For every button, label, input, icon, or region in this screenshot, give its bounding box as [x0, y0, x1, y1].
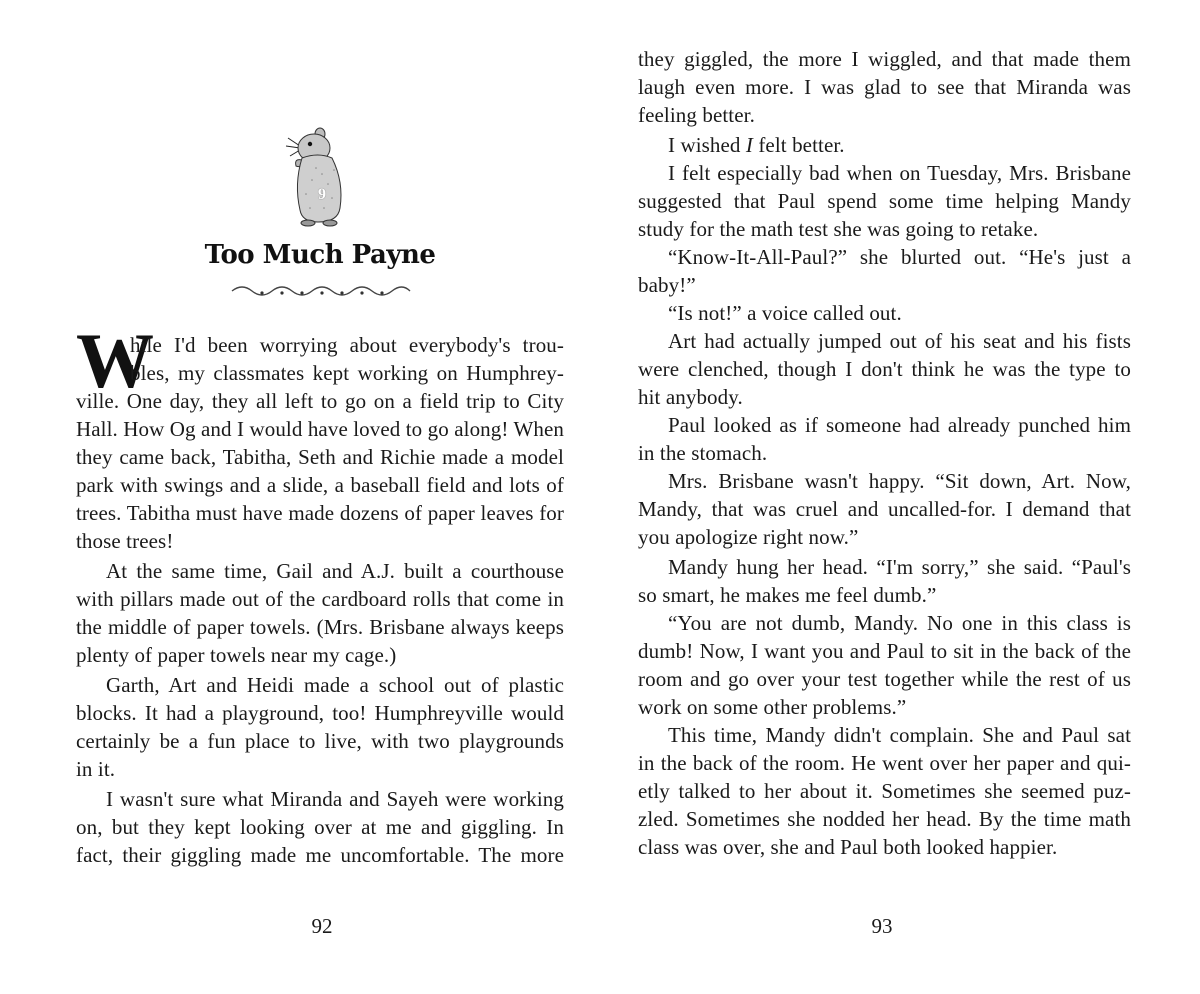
text-line: in it. — [76, 757, 116, 781]
right-page — [600, 0, 1200, 994]
ornament-divider — [230, 281, 412, 301]
text-line: I felt especially bad when on Tuesday, Mrs. Brisbane — [668, 161, 1131, 185]
hamster-illustration — [282, 124, 362, 234]
text-line: hit anybody. — [638, 385, 743, 409]
text-line: “Is not!” a voice called out. — [668, 301, 902, 325]
text-line: laugh even more. I was glad to see that Miranda was — [638, 75, 1131, 99]
page-number: 92 — [311, 914, 333, 938]
text-line: they came back, Tabitha, Seth and Richie made a model — [76, 445, 564, 469]
text-line: with pillars made out of the cardboard rolls that come in — [76, 587, 564, 611]
text-line: park with swings and a slide, a baseball field and lots of — [76, 473, 564, 497]
text-line: Mandy hung her head. “I'm sorry,” she said. “Paul's — [668, 555, 1131, 579]
text-line: Hall. How Og and I would have loved to go along! When — [76, 417, 564, 441]
text-line: At the same time, Gail and A.J. built a courthouse — [106, 559, 564, 583]
text-line: feeling better. — [638, 103, 755, 127]
text-line: they giggled, the more I wiggled, and that made them — [638, 47, 1131, 71]
text-line: work on some other problems.” — [638, 695, 907, 719]
text-line: etly talked to her about it. Sometimes she seemed puz- — [638, 779, 1131, 803]
text-line: I wasn't sure what Miranda and Sayeh were working — [106, 787, 564, 811]
chapter-number: 9 — [318, 186, 326, 203]
text-line: in the stomach. — [638, 441, 768, 465]
text-line: room and go over your test together while the rest of us — [638, 667, 1131, 691]
text-line: “You are not dumb, Mandy. No one in this class is — [668, 611, 1131, 635]
text-line: those trees! — [76, 529, 174, 553]
text-line: Art had actually jumped out of his seat and his fists — [668, 329, 1131, 353]
text-line: ville. One day, they all left to go on a field trip to City — [76, 389, 564, 413]
text-line: This time, Mandy didn't complain. She and Paul sat — [668, 723, 1131, 747]
text-line: baby!” — [638, 273, 696, 297]
text-line: I wished I felt better. — [668, 133, 845, 157]
text-line: zled. Sometimes she nodded her head. By the time math — [638, 807, 1131, 831]
text-line: study for the math test she was going to retake. — [638, 217, 1039, 241]
text-line: so smart, he makes me feel dumb.” — [638, 583, 937, 607]
text-line: you apologize right now.” — [638, 525, 859, 549]
text-line: Garth, Art and Heidi made a school out of plastic — [106, 673, 564, 697]
text-line: “Know-It-All-Paul?” she blurted out. “He's just a — [668, 245, 1131, 269]
text-line: the middle of paper towels. (Mrs. Brisbane always keeps — [76, 615, 564, 639]
text-line: plenty of paper towels near my cage.) — [76, 643, 397, 667]
text-line: suggested that Paul spend some time helping Mandy — [638, 189, 1131, 213]
text-line: trees. Tabitha must have made dozens of paper leaves for — [76, 501, 564, 525]
text-line: were clenched, though I don't think he was the type to — [638, 357, 1131, 381]
chapter-title: Too Much Payne — [204, 240, 436, 270]
drop-cap: W — [76, 317, 154, 404]
text-line: certainly be a fun place to live, with two playgrounds — [76, 729, 564, 753]
text-line: in the back of the room. He went over her paper and qui- — [638, 751, 1131, 775]
page-number: 93 — [871, 914, 893, 938]
text-line: on, but they kept looking over at me and giggling. In — [76, 815, 564, 839]
text-line: Mrs. Brisbane wasn't happy. “Sit down, Art. Now, — [668, 469, 1131, 493]
text-line: dumb! Now, I want you and Paul to sit in the back of the — [638, 639, 1131, 663]
text-line: Mandy, that was cruel and uncalled-for. I demand that — [638, 497, 1131, 521]
text-line: hile I'd been worrying about everybody's trou- — [130, 333, 564, 357]
text-line: Paul looked as if someone had already punched him — [668, 413, 1131, 437]
text-line: class was over, she and Paul both looked happier. — [638, 835, 1058, 859]
text-line: blocks. It had a playground, too! Humphreyville would — [76, 701, 564, 725]
text-line: fact, their giggling made me uncomfortable. The more — [76, 843, 564, 867]
text-line: bles, my classmates kept working on Humphrey- — [130, 361, 564, 385]
